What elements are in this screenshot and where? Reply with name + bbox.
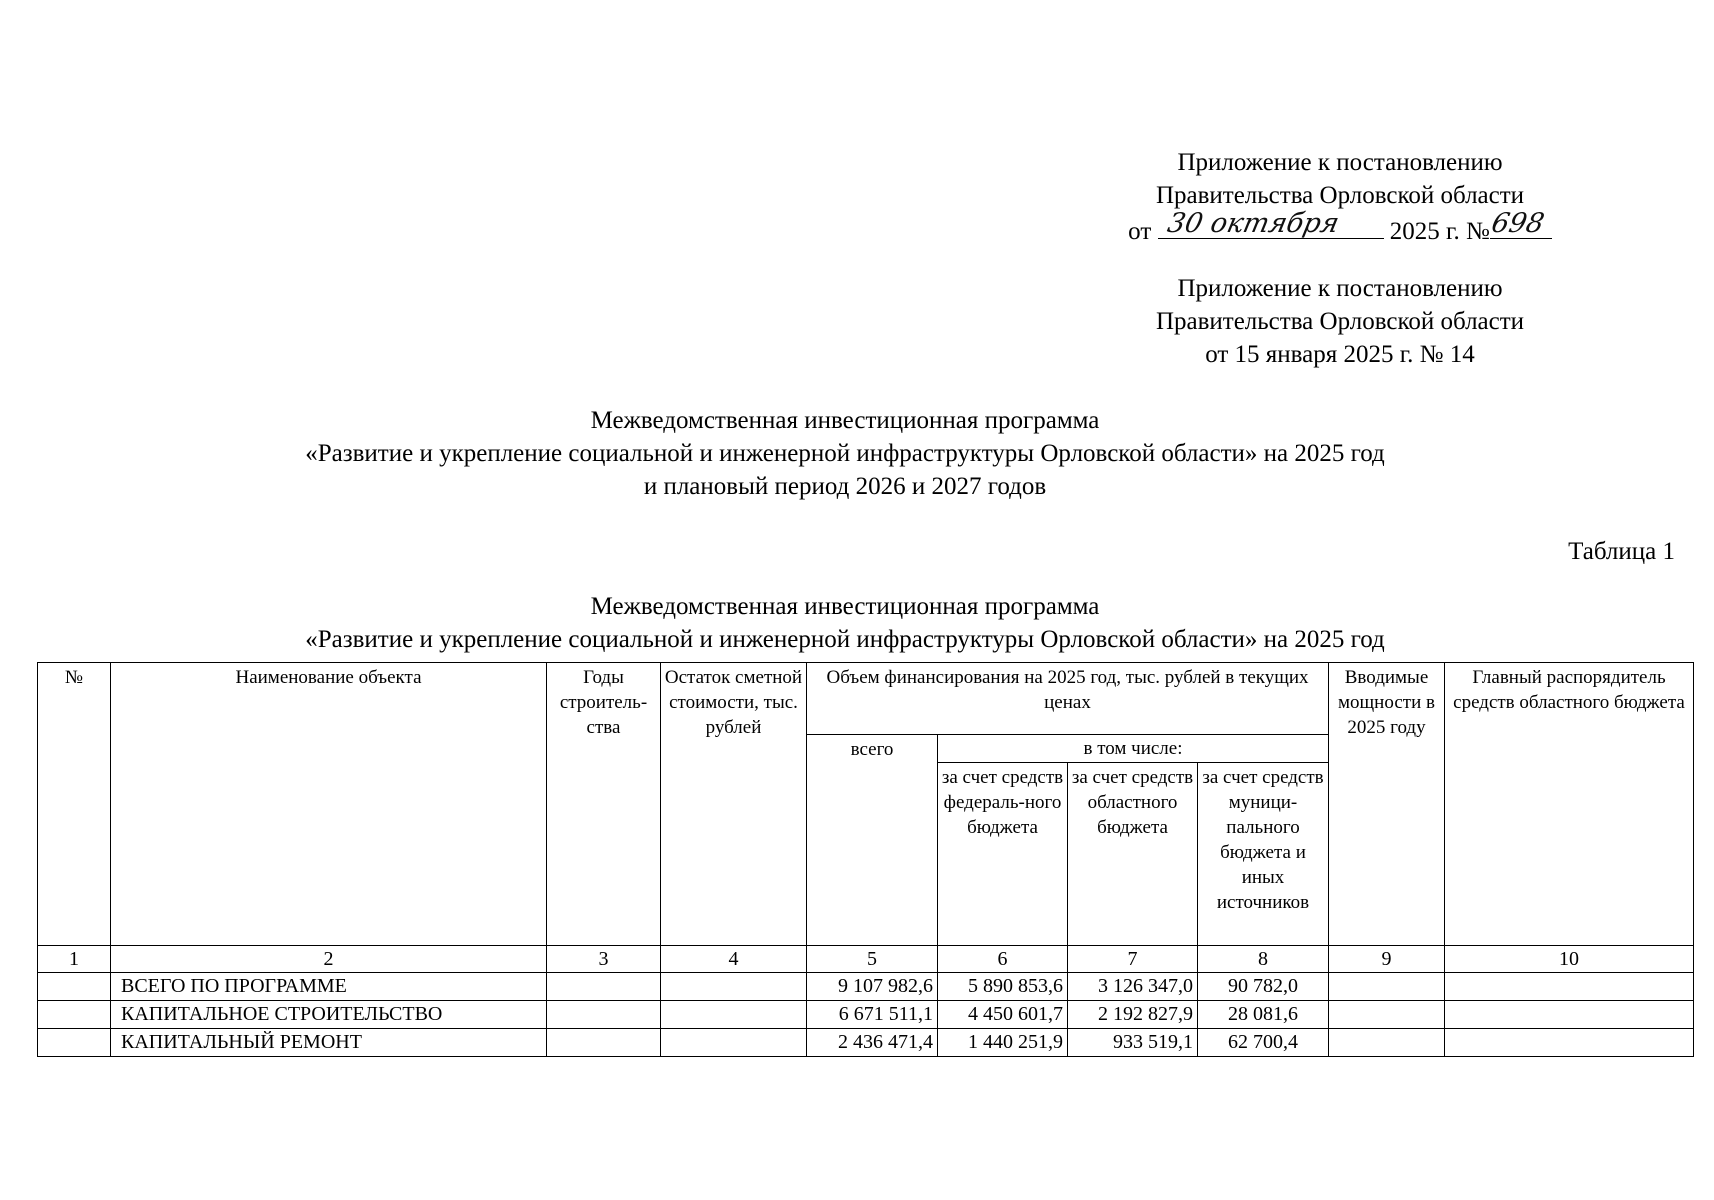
header-including: в том числе: <box>938 735 1329 763</box>
header-regional: за счет средств областного бюджета <box>1068 763 1198 946</box>
row-regional: 933 519,1 <box>1068 1029 1198 1057</box>
row-municipal: 90 782,0 <box>1198 973 1329 1001</box>
row-regional: 3 126 347,0 <box>1068 973 1198 1001</box>
row-manager <box>1445 1001 1694 1029</box>
program-title-line-2: «Развитие и укрепление социальной и инженерной инфраструктуры Орловской области» на 2025 год <box>305 440 1385 467</box>
column-number: 8 <box>1198 946 1329 973</box>
table-row <box>38 1029 1694 1057</box>
table-row <box>38 1001 1694 1029</box>
row-municipal: 28 081,6 <box>1198 1001 1329 1029</box>
approval-prefix: от <box>1128 218 1152 245</box>
financing-table <box>37 662 1694 1057</box>
header-municipal: за счет средств муници-пального бюджета и иных источников <box>1198 763 1329 946</box>
row-total: 9 107 982,6 <box>807 973 938 1001</box>
column-number-row <box>38 946 1694 973</box>
row-years <box>547 1029 661 1057</box>
column-number: 7 <box>1068 946 1198 973</box>
row-manager <box>1445 1029 1694 1057</box>
column-number: 3 <box>547 946 661 973</box>
row-num <box>38 1001 111 1029</box>
header-remainder: Остаток сметной стоимости, тыс. рублей <box>661 663 807 946</box>
header-federal: за счет средств федераль-ного бюджета <box>938 763 1068 946</box>
approval-prev-line-3: от 15 января 2025 г. № 14 <box>1205 341 1475 368</box>
header-capacity: Вводимые мощности в 2025 году <box>1329 663 1445 946</box>
table-title-line-2: «Развитие и укрепление социальной и инженерной инфраструктуры Орловской области» на 2025 год <box>305 626 1385 653</box>
row-years <box>547 1001 661 1029</box>
header-years: Годы строитель-ства <box>547 663 661 946</box>
row-manager <box>1445 973 1694 1001</box>
row-name: ВСЕГО ПО ПРОГРАММЕ <box>111 973 547 1001</box>
row-num <box>38 973 111 1001</box>
row-total: 6 671 511,1 <box>807 1001 938 1029</box>
column-number: 6 <box>938 946 1068 973</box>
header-name: Наименование объекта <box>111 663 547 946</box>
approval-block-current <box>1090 146 1590 248</box>
column-number: 2 <box>111 946 547 973</box>
approval-prev-line-2: Правительства Орловской области <box>1155 308 1525 335</box>
row-total: 2 436 471,4 <box>807 1029 938 1057</box>
approval-line-2: Правительства Орловской области <box>1155 182 1525 209</box>
row-remainder <box>661 973 807 1001</box>
row-name: КАПИТАЛЬНЫЙ РЕМОНТ <box>111 1029 547 1057</box>
approval-line-1: Приложение к постановлению <box>1177 149 1503 176</box>
approval-year: 2025 г. № <box>1389 218 1490 245</box>
table-title <box>0 590 1702 656</box>
approval-prev-line-1: Приложение к постановлению <box>1177 275 1503 302</box>
handwritten-date: 30 октября <box>1164 208 1342 239</box>
table-row <box>38 973 1694 1001</box>
column-number: 5 <box>807 946 938 973</box>
header-total: всего <box>807 735 938 946</box>
header-manager: Главный распорядитель средств областного бюджета <box>1445 663 1694 946</box>
row-federal: 1 440 251,9 <box>938 1029 1068 1057</box>
column-number: 4 <box>661 946 807 973</box>
handwritten-number: 698 <box>1488 208 1547 239</box>
row-municipal: 62 700,4 <box>1198 1029 1329 1057</box>
program-title-line-3: и плановый период 2026 и 2027 годов <box>643 473 1047 500</box>
row-remainder <box>661 1001 807 1029</box>
row-federal: 4 450 601,7 <box>938 1001 1068 1029</box>
program-title-line-1: Межведомственная инвестиционная программа <box>590 407 1100 434</box>
row-remainder <box>661 1029 807 1057</box>
table-number: Таблица 1 <box>1568 538 1675 565</box>
handwritten-date-field <box>1158 208 1384 239</box>
approval-block-previous <box>1090 272 1590 371</box>
program-title <box>0 404 1702 503</box>
header-num: № <box>38 663 111 946</box>
column-number: 9 <box>1329 946 1445 973</box>
row-years <box>547 973 661 1001</box>
row-regional: 2 192 827,9 <box>1068 1001 1198 1029</box>
row-name: КАПИТАЛЬНОЕ СТРОИТЕЛЬСТВО <box>111 1001 547 1029</box>
header-row-1 <box>38 663 1694 735</box>
approval-date-line <box>1090 208 1590 248</box>
row-capacity <box>1329 973 1445 1001</box>
row-capacity <box>1329 1029 1445 1057</box>
row-capacity <box>1329 1001 1445 1029</box>
column-number: 1 <box>38 946 111 973</box>
column-number: 10 <box>1445 946 1694 973</box>
row-num <box>38 1029 111 1057</box>
row-federal: 5 890 853,6 <box>938 973 1068 1001</box>
header-funding: Объем финансирования на 2025 год, тыс. рублей в текущих ценах <box>807 663 1329 735</box>
handwritten-number-field <box>1488 208 1552 239</box>
table-title-line-1: Межведомственная инвестиционная программа <box>590 593 1100 620</box>
